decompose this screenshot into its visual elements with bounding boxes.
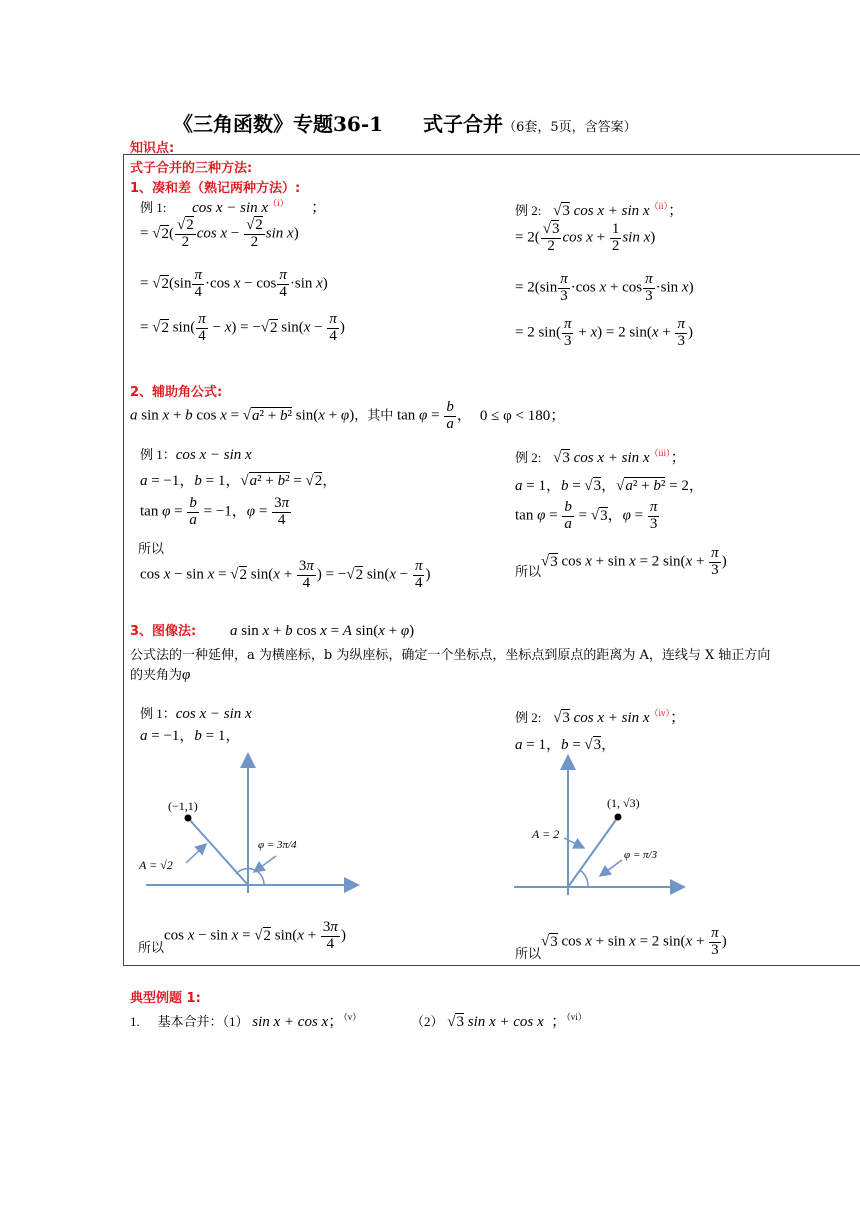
method1-heading: 1、凑和差（熟记两种方法）: xyxy=(130,181,301,196)
title-text: 《三角函数》专题36-1 式子合并 xyxy=(173,112,504,136)
q1-part2: （2） xyxy=(410,1014,444,1029)
m3-ex2-line0: 例 2: √3 cos x + sin x$^{(iv)}$； xyxy=(515,708,686,726)
m3-ex1-so: 所以 xyxy=(138,939,165,955)
method3-desc: 公式法的一种延伸，a 为横座标，b 为纵座标，确定一个坐标点，坐标点到原点的距离为 A，连线与 X 轴正方向 xyxy=(130,648,771,663)
method2-heading: 2、辅助角公式: xyxy=(130,385,223,400)
g2-angle-arc xyxy=(580,870,588,887)
g1-vector xyxy=(188,818,248,885)
g1-point-label: (−1,1) xyxy=(168,799,198,813)
g1-point xyxy=(185,815,192,822)
method3-desc2: 的夹角为 xyxy=(130,668,183,683)
g2-point-label: (1, √3) xyxy=(607,796,640,810)
section-label: 知识点: xyxy=(130,141,175,156)
m3-ex1-line0: 例 1：cos x − sin x xyxy=(140,706,252,722)
graph-example-1 xyxy=(136,748,366,898)
m1-ex1-note: （i） xyxy=(268,198,289,208)
m3-ex2-line1: a = 1，b = √3， xyxy=(515,737,617,753)
typical-heading: 典型例题 1: xyxy=(130,991,201,1006)
g2-A-label: A = 2 xyxy=(532,827,560,841)
m2-ex1-label: 例 1： xyxy=(140,447,176,462)
m2-ex2-note: （iii） xyxy=(649,448,671,458)
typical-q1: 1. 基本合并：（1） sin x + cos x；$^{(v)}$ （2） √3 sin x + cos x ；$^{(vi)}$ xyxy=(130,1012,587,1030)
q1-number: 1. xyxy=(130,1014,140,1029)
m2-ex2-line2: tan φ = $\frac{b}{a}$ = √3，φ = $\frac{\pi}{3}$ xyxy=(515,499,658,532)
m2-ex2-so: 所以 xyxy=(515,563,542,579)
m1-ex2-line2: = 2(sin $\frac{\pi}{3}$ ·cos x + cos $\frac{\pi}{3}$ ·sin x) xyxy=(515,271,694,304)
title-note: （6套，5页，含答案） xyxy=(503,120,637,135)
q1-text: 基本合并：（1） xyxy=(157,1014,249,1029)
m1-ex2-label: 例 2: xyxy=(515,203,542,218)
g2-phi-arrow xyxy=(600,860,622,876)
m3-ex2-result: 所以√3 cos x + sin x = 2 sin(x + $\frac{\pi}{3}$ ) xyxy=(515,925,727,961)
g2-point xyxy=(615,814,622,821)
q1-note1: （v） xyxy=(343,1012,362,1022)
m2-ex1-line2: tan φ = $\frac{b}{a}$ = −1，φ = $\frac{3\pi}{4}$ xyxy=(140,495,290,528)
method3-heading-line: 3、图像法: a sin x + b cos x = A sin(x + φ) xyxy=(130,623,415,639)
m2-ex1-result: cos x − sin x = √2 sin(x + $\frac{3\pi}{4}$ ) = −√2 sin(x − $\frac{\pi}{4}$ ) xyxy=(140,558,431,591)
m3-ex2-so: 所以 xyxy=(515,945,542,961)
m2-ex1-so: 所以 xyxy=(138,542,165,557)
box-title: 式子合并的三种方法: xyxy=(130,161,253,176)
formula-where: ，其中 xyxy=(354,407,394,423)
g2-vector xyxy=(568,817,618,887)
m2-ex2-line1: a = 1，b = √3，√a² + b² = 2， xyxy=(515,478,704,494)
m1-ex1-label: 例 1: xyxy=(140,200,167,215)
m1-ex2-line1: = 2( $\frac{√3}{2}$ cos x + $\frac{1}{2}$ sin x) xyxy=(515,221,656,254)
method3-heading: 3、图像法: xyxy=(130,624,197,639)
m1-ex1-line2: = √2(sin $\frac{\pi}{4}$ ·cos x − cos $\frac{\pi}{4}$ ·sin x) xyxy=(140,267,328,300)
m1-ex2-note: （ii） xyxy=(649,201,669,211)
m2-ex2-result: 所以√3 cos x + sin x = 2 sin(x + $\frac{\pi}{3}$ ) xyxy=(515,545,727,579)
g2-phi-label: φ = π/3 xyxy=(624,849,658,861)
m3-ex1-label: 例 1： xyxy=(140,706,176,721)
g1-A-label: A = √2 xyxy=(139,858,173,872)
m1-ex1-line3: = √2 sin( $\frac{\pi}{4}$ − x) = −√2 sin(x − $\frac{\pi}{4}$ ) xyxy=(140,311,345,344)
m3-ex1-line1: a = −1，b = 1， xyxy=(140,728,241,744)
phi-range: 0 ≤ φ < 180； xyxy=(479,407,566,424)
aux-angle-formula: a sin x + b cos x = √a² + b² sin(x + φ)，其中 tan φ = $\frac{b}{a}$ ， 0 ≤ φ < 180； xyxy=(130,399,566,432)
q1-note2: （vi） xyxy=(566,1012,587,1022)
m2-ex1-line1: a = −1，b = 1，√a² + b² = √2， xyxy=(140,473,338,489)
graph-example-2 xyxy=(512,752,692,897)
m2-ex2-line0: 例 2: √3 cos x + sin x$^{(iii)}$； xyxy=(515,448,686,466)
m3-ex2-label: 例 2: xyxy=(515,710,542,725)
g1-A-arrow xyxy=(186,844,206,863)
m3-ex1-result: 所以cos x − sin x = √2 sin(x + $\frac{3\pi}{4}$ ) xyxy=(138,919,346,955)
m2-ex1-line0: 例 1：cos x − sin x xyxy=(140,447,252,463)
g1-phi-arrow xyxy=(254,856,276,872)
m1-ex1-line1: = √2( $\frac{√2}{2}$ cos x − $\frac{√2}{2}$ sin x) xyxy=(140,217,299,250)
g1-phi-label: φ = 3π/4 xyxy=(258,839,297,851)
method3-desc2-line: 的夹角为φ xyxy=(130,667,191,683)
m1-ex2-line3: = 2 sin( $\frac{\pi}{3}$ + x) = 2 sin(x + $\frac{\pi}{3}$ ) xyxy=(515,316,693,349)
m1-ex2-line0: 例 2: √3 cos x + sin x$^{(ii)}$； xyxy=(515,201,684,219)
m3-ex2-note: （iv） xyxy=(649,708,671,718)
m1-ex1-line0: 例 1: cos x − sin x$^{(i)}$ ； xyxy=(140,198,327,216)
page-title xyxy=(173,108,637,137)
m2-ex2-label: 例 2: xyxy=(515,450,542,465)
